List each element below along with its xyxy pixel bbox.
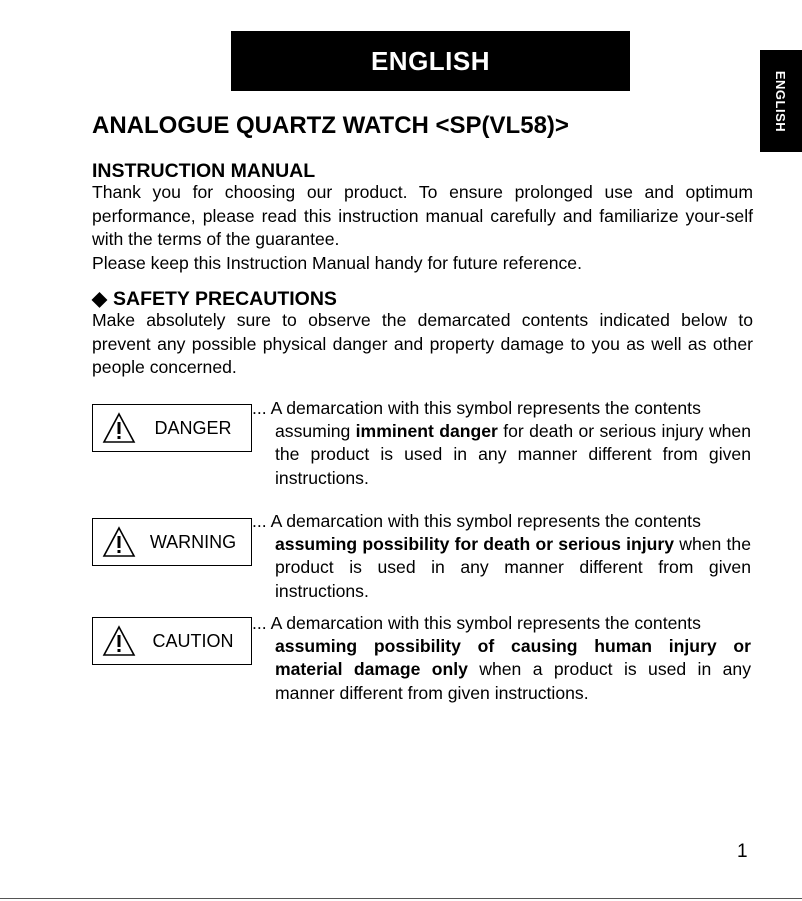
language-side-tab[interactable] [760, 50, 802, 152]
language-side-tab-label: ENGLISH [773, 70, 789, 132]
caution-description-lead: ... A demarcation with this symbol represents the contents [252, 613, 701, 633]
language-banner [231, 31, 630, 91]
page-bottom-rule [0, 898, 802, 899]
warning-triangle-icon [102, 624, 136, 658]
danger-label: DANGER [154, 417, 232, 438]
caution-description-post: when a product is used in any manner different from given instructions. [275, 659, 751, 703]
caution-emphasis: assuming possibility of causing human injury or material damage only [275, 636, 751, 680]
warning-description [252, 510, 751, 603]
document-title: ANALOGUE QUARTZ WATCH <SP(VL58)> [92, 112, 569, 139]
caution-label: CAUTION [152, 630, 234, 651]
warning-description-post: when the product is used in any manner different from given instructions. [275, 534, 752, 601]
intro-paragraph: Thank you for choosing our product. To ensure prolonged use and optimum performance, please read this instruction manual carefully and familiarize your-self with the terms of the guarantee. [92, 182, 753, 249]
warning-label: WARNING [149, 531, 237, 552]
danger-description-post: for death or serious injury when the product is used in any manner different from given instructions. [275, 421, 752, 488]
caution-signal-box [92, 617, 252, 665]
warning-description-lead: ... A demarcation with this symbol represents the contents [252, 511, 701, 531]
warning-triangle-icon [102, 525, 136, 559]
danger-description-lead: ... A demarcation with this symbol represents the contents [252, 398, 701, 418]
warning-emphasis: assuming possibility for death or serious injury [275, 534, 675, 555]
danger-emphasis: imminent danger [355, 421, 498, 442]
danger-signal-box [92, 404, 252, 452]
danger-description [252, 397, 751, 490]
language-banner-label: ENGLISH [370, 45, 491, 76]
safety-heading-text: SAFETY PRECAUTIONS [113, 288, 337, 310]
warning-signal-box [92, 518, 252, 566]
safety-precautions-heading [92, 287, 337, 311]
warning-triangle-icon [102, 411, 136, 445]
page-number: 1 [737, 841, 748, 862]
instruction-manual-heading: INSTRUCTION MANUAL [92, 160, 316, 182]
caution-description [252, 612, 751, 705]
safety-intro-paragraph: Make absolutely sure to observe the demarcated contents indicated below to prevent any possible physical danger and property damage to you as well as other people concerned. [92, 310, 753, 377]
keep-note: Please keep this Instruction Manual handy for future reference. [92, 253, 582, 273]
diamond-bullet-icon: ◆ [92, 288, 107, 310]
danger-description-pre: assuming [275, 421, 356, 442]
